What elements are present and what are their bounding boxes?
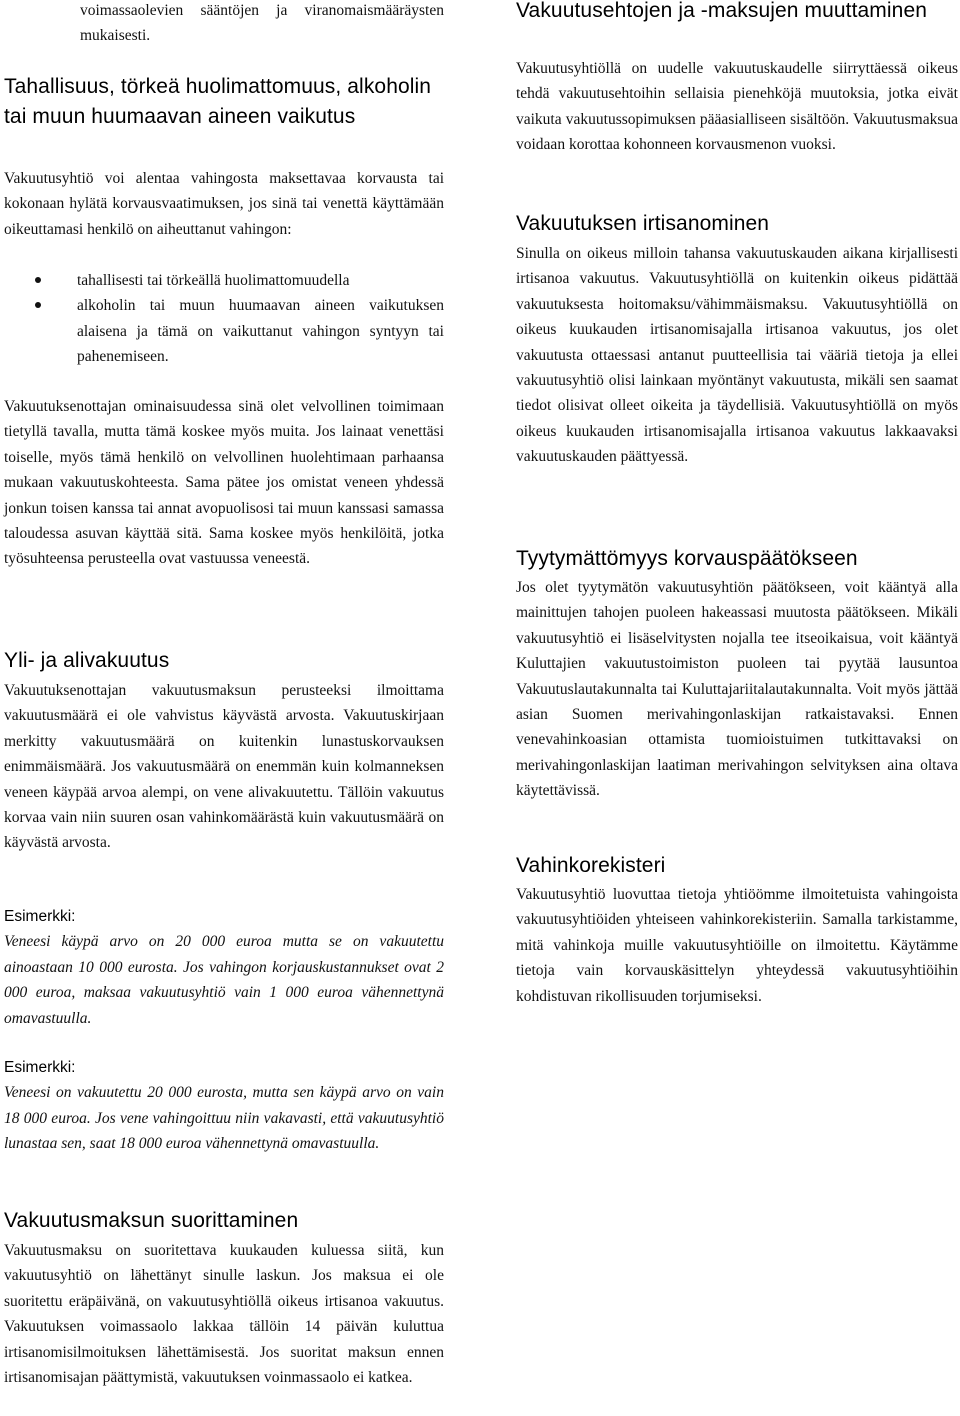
paragraph-claims-register: Vakuutusyhtiö luovuttaa tietoja yhtiöömme ilmoitetuista vahingoista vakuutusyhtiöiden yhteiseen vahinkorekisteriin. Samalla tarkistamme, mitä vahinkoja muille vakuutusyhtiöille on ilmoitettu. Käytämme tietoja vain korvauskäsittelyn yhteydessä vakuutusyhtiöihin kohdistuvan rikollisuuden torjumiseksi.: [516, 886, 958, 1005]
paragraph-intent-intro: Vakuutusyhtiö voi alentaa vahingosta maksettavaa korvausta tai kokonaan hylätä korvausvaatimuksen, jos sinä tai venettä käyttämään oikeuttamasi henkilö on aiheuttanut vahingon:: [4, 170, 444, 238]
section-title-termination: Vakuutuksen irtisanominen: [516, 212, 770, 235]
section-title-over-under-insurance: Yli- ja alivakuutus: [4, 649, 170, 672]
section-title-claims-register: Vahinkorekisteri: [516, 854, 666, 877]
intro-tail-paragraph: voimassaolevien sääntöjen ja viranomaismääräysten mukaisesti.: [80, 2, 444, 45]
list-item: tahallisesti tai törkeällä huolimattomuudella: [4, 268, 444, 293]
list-item: alkoholin tai muun huumaavan aineen vaikutuksen alaisena ja tämä on vaikuttanut vahingon syntyyn tai pahenemiseen.: [4, 293, 444, 369]
example-1: [4, 904, 444, 1031]
paragraph-insured-amount: Vakuutuksenottajan vakuutusmaksun perusteeksi ilmoittama vakuutusmäärä ei ole vahvistus käyvästä arvosta. Vakuutuskirjaan merkitty vakuutusmäärä on kuitenkin lunastuskorvauksen enimmäismäärä. Jos vakuutusmäärä on enemmän kuin kolmanneksen veneen käypää arvoa alempi, on vene alivakuutettu. Tällöin vakuutus korvaa vain niin suuren osan vahinkomäärästä kuin vakuutusmäärä on käyvästä arvosta.: [4, 682, 444, 852]
example-text: Veneesi käypä arvo on 20 000 euroa mutta se on vakuutettu ainoastaan 10 000 eurosta. Jos vahingon korjauskustannukset ovat 2 000 euroa, maksaa vakuutusyhtiö vain 1 000 euroa vähennettynä omavastuulla.: [4, 933, 444, 1027]
intent-bullet-list: [4, 268, 444, 370]
bullet-icon: [35, 277, 41, 283]
bullet-icon: [35, 302, 41, 308]
example-text: Veneesi on vakuutettu 20 000 eurosta, mutta sen käypä arvo on vain 18 000 euroa. Jos vene vahingoittuu niin vakavasti, että vakuutusyhtiö lunastaa sen, saat 18 000 euroa vähennettynä omavastuulla.: [4, 1084, 444, 1153]
example-2: [4, 1055, 444, 1157]
example-label: Esimerkki:: [4, 1059, 76, 1076]
example-label: Esimerkki:: [4, 908, 76, 925]
paragraph-termination: Sinulla on oikeus milloin tahansa vakuutuskauden aikana kirjallisesti irtisanoa vakuutus. Vakuutusyhtiöllä on kuitenkin oikeus pidättää vakuutuksesta hoitomaksu/vähimmäismaksu. Vakuutusyhtiöllä on oikeus kuukauden irtisanomisajalla irtisanoa vakuutus, jos olet vakuutusta ottaessasi antanut puutteellisia tai vääriä tietoja ja ellei vakuutusyhtiö olisi lainkaan myöntänyt vakuutusta, mikäli sen saamat tiedot olisivat olleet oikeita ja täydellisiä. Vakuutusyhtiöllä on myös oikeus kuukauden irtisanomisajalla irtisanoa vakuutus lakkaavaksi vakuutuskauden päättyessä.: [516, 245, 958, 466]
paragraph-premium-payment: Vakuutusmaksu on suoritettava kuukauden kuluessa siitä, kun vakuutusyhtiö on lähettänyt sinulle laskun. Jos maksua ei ole suoritettu eräpäivänä, on vakuutusyhtiöllä oikeus irtisanoa vakuutus. Vakuutuksen voimassaolo lakkaa tällöin 14 päivän kuluttua irtisanomisilmoituksen lähettämisestä. Jos suoritat maksun ennen irtisanomisajan päättymistä, vakuutuksen voinmassaolo ei katkea.: [4, 1242, 444, 1387]
paragraph-dissatisfaction: Jos olet tyytymätön vakuutusyhtiön päätökseen, voit kääntyä alla mainittujen tahojen puoleen hakeassasi muutosta päätökseen. Mikäli vakuutusyhtiö ei lisäselvitysten nojalla tee itseoikaisua, voit kääntyä Kuluttajien vakuutustoimiston puoleen tai pyytää lausuntoa Vakuutuslautakunnalta tai Kuluttajariitalautakunnalta. Voit myös jättää asian Suomen merivahingonlaskijan ratkaistavaksi. Ennen venevahinkoasian ottamista tuomioistuimen tutkittavaksi on merivahingonlaskijan laatiman merivahingon selvityksen aina oltava käytettävissä.: [516, 579, 958, 800]
section-title-dissatisfaction: Tyytymättömyys korvauspäätökseen: [516, 547, 858, 570]
paragraph-policyholder-duty: Vakuutuksenottajan ominaisuudessa sinä olet velvollinen toimimaan tietyllä tavalla, mutta tämä koskee myös muita. Jos lainaat venettäsi toiselle, myös tämä henkilö on velvollinen huolehtimaan parhaansa mukaan vakuutuskohteesta. Sama pätee jos omistat veneen yhdessä jonkun toisen kanssa tai annat avopuolisosi tai muun kanssasi samassa taloudessa asuvan käyttää sitä. Sama koskee myös henkilöitä, jotka työsuhteensa perusteella ovat vastuussa veneestä.: [4, 398, 444, 568]
section-title-terms-changes: Vakuutusehtojen ja -maksujen muuttaminen: [516, 0, 928, 22]
section-title-intent: Tahallisuus, törkeä huolimattomuus, alkoholin tai muun huumaavan aineen vaikutus: [4, 75, 432, 128]
section-title-premium-payment: Vakuutusmaksun suorittaminen: [4, 1209, 299, 1232]
paragraph-terms-changes: Vakuutusyhtiöllä on uudelle vakuutuskaudelle siirryttäessä oikeus tehdä vakuutusehtoihin sellaisia pienehköjä muutoksia, jotka eivät vaikuta vakuutussopimuksen pääasialliseen sisältöön. Vakuutusmaksua voidaan korottaa kohonneen korvausmenon vuoksi.: [516, 60, 958, 154]
